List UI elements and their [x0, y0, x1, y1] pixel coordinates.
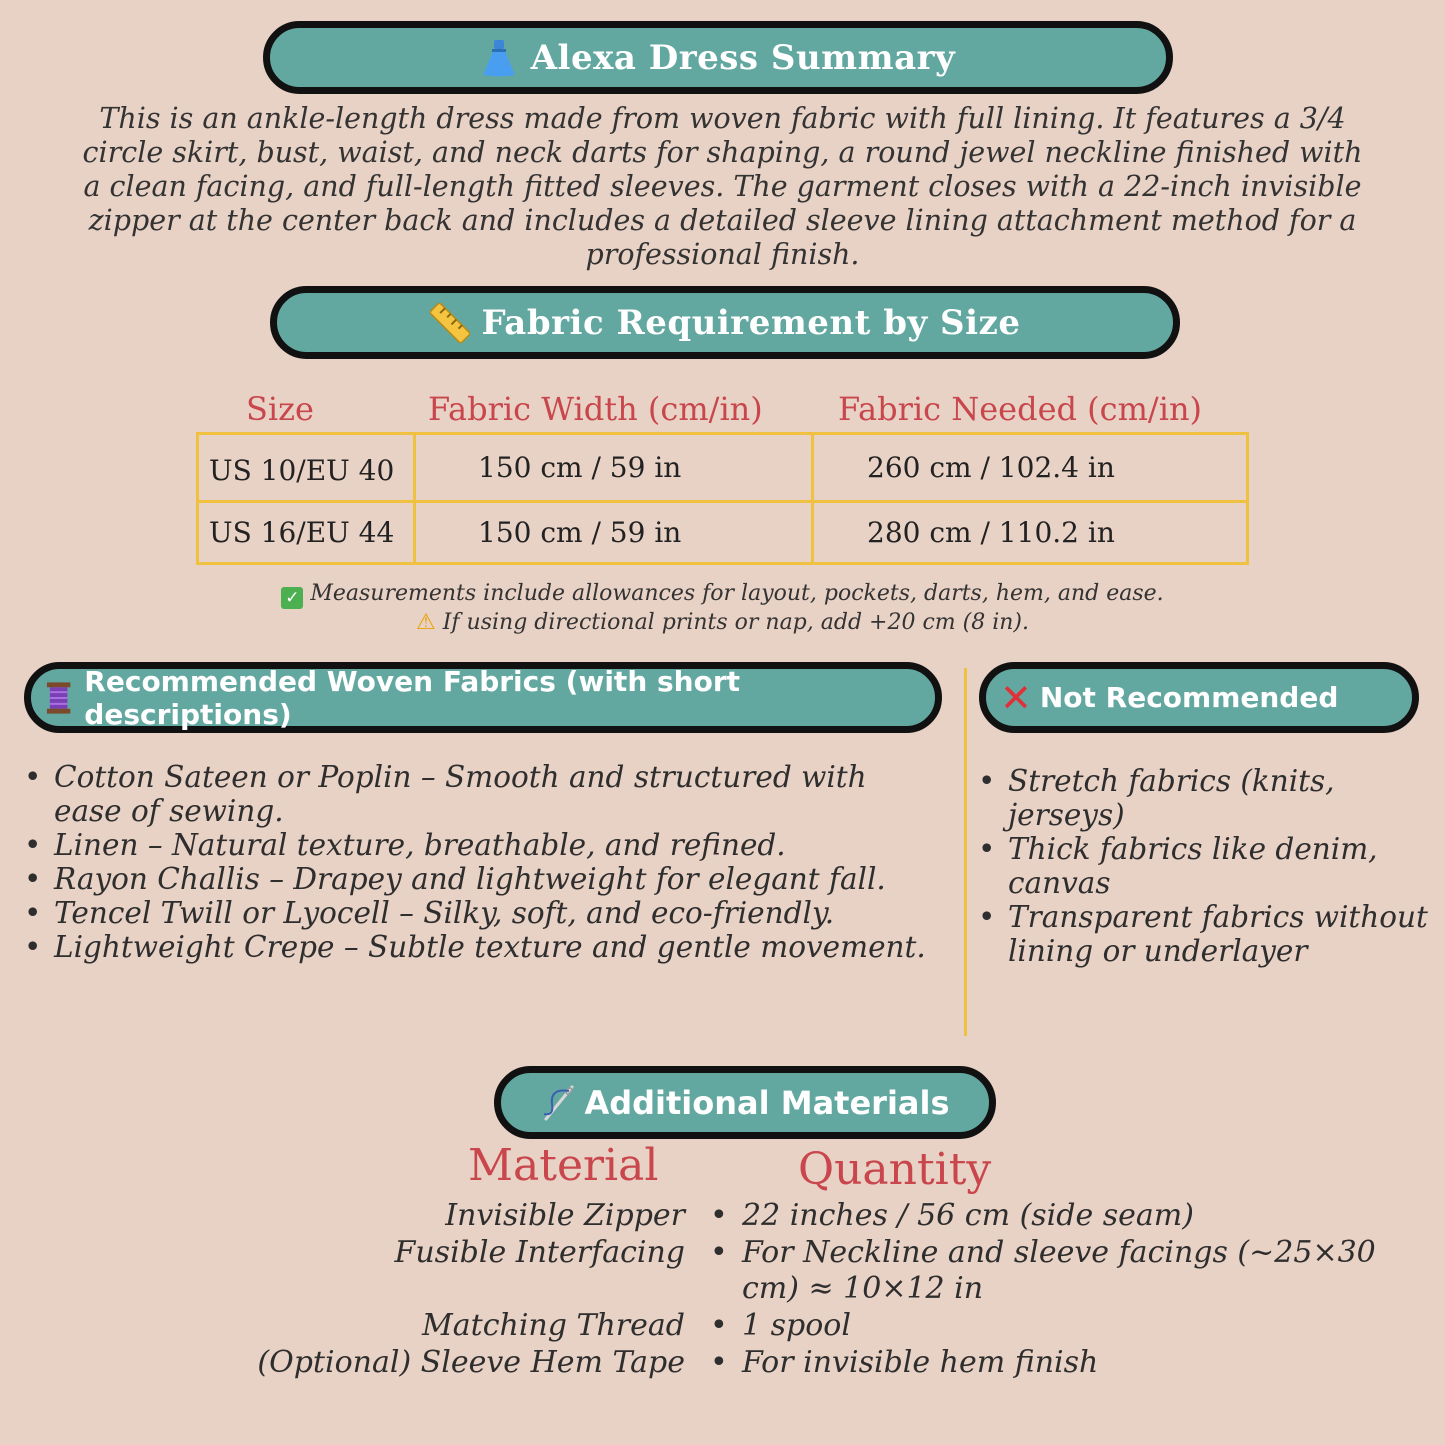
- material-quantity: • For Neckline and sleeve facings (~25×30 cm) ≈ 10×12 in: [710, 1235, 1376, 1306]
- list-item: • Lightweight Crepe – Subtle texture and gentle movement.: [24, 930, 926, 964]
- recommended-title: Recommended Woven Fabrics (with short descriptions): [84, 664, 741, 731]
- list-item: • Rayon Challis – Drapey and lightweight for elegant fall.: [24, 862, 886, 896]
- dress-icon: [481, 38, 517, 78]
- summary-title: Alexa Dress Summary: [530, 37, 956, 78]
- cross-mark-icon: ✕: [1000, 675, 1032, 720]
- list-item: • Thick fabrics like denim, canvas: [978, 832, 1378, 900]
- thread-spool-icon: [45, 681, 72, 715]
- fabric-requirement-banner: [270, 286, 1180, 359]
- fabric-notes: [0, 580, 1445, 637]
- warning-icon: ⚠: [416, 610, 436, 635]
- fabric-size-table: [196, 432, 1249, 565]
- not-recommended-title: Not Recommended: [1039, 681, 1339, 714]
- ruler-icon: [430, 303, 470, 343]
- header-size: Size: [246, 390, 314, 428]
- header-fabric-width: Fabric Width (cm/in): [428, 390, 763, 428]
- summary-text: This is an ankle-length dress made from woven fabric with full lining. It features a 3/4 circle skirt, bust, waist, and neck darts for shaping, a round jewel neckline finished with a clean facing, and full-length fitted sleeves. The garment closes with a 22-inch invisible zipper at the center back and includes a detailed sleeve lining attachment method for a professional finish.: [82, 102, 1363, 271]
- not-recommended-banner: [979, 662, 1419, 733]
- material-name: Fusible Interfacing: [394, 1235, 685, 1270]
- column-divider: [964, 668, 967, 1036]
- width-cell: 150 cm / 59 in: [415, 502, 813, 564]
- header-fabric-needed: Fabric Needed (cm/in): [838, 390, 1203, 428]
- recommended-banner: [24, 662, 942, 733]
- list-item: • Transparent fabrics without lining or underlayer: [978, 900, 1428, 968]
- width-cell: 150 cm / 59 in: [415, 434, 813, 502]
- material-quantity: • 22 inches / 56 cm (side seam): [710, 1198, 1194, 1233]
- needed-cell: 260 cm / 102.4 in: [813, 434, 1248, 502]
- material-quantity: • For invisible hem finish: [710, 1345, 1099, 1380]
- list-item: • Tencel Twill or Lyocell – Silky, soft, and eco-friendly.: [24, 896, 835, 930]
- list-item: • Stretch fabrics (knits, jerseys): [978, 764, 1335, 832]
- table-row: [198, 434, 1248, 502]
- note-allowances: Measurements include allowances for layout, pockets, darts, hem, and ease.: [310, 581, 1164, 606]
- header-material: Material: [468, 1140, 659, 1191]
- size-cell: US 16/EU 44: [198, 502, 415, 564]
- material-quantity: • 1 spool: [710, 1308, 851, 1343]
- needed-cell: 280 cm / 110.2 in: [813, 502, 1248, 564]
- list-item: • Cotton Sateen or Poplin – Smooth and structured with ease of sewing.: [24, 760, 867, 828]
- note-directional: If using directional prints or nap, add +20 cm (8 in).: [442, 610, 1029, 635]
- check-mark-icon: ✓: [281, 587, 303, 609]
- material-name: (Optional) Sleeve Hem Tape: [257, 1345, 685, 1380]
- material-name: Matching Thread: [422, 1308, 685, 1343]
- materials-title: Additional Materials: [584, 1083, 950, 1122]
- sewing-needle-icon: [540, 1084, 576, 1122]
- list-item: • Linen – Natural texture, breathable, and refined.: [24, 828, 786, 862]
- summary-title-banner: [263, 21, 1173, 94]
- header-quantity: Quantity: [798, 1144, 992, 1195]
- materials-banner: [494, 1066, 996, 1139]
- fabric-requirement-title: Fabric Requirement by Size: [481, 302, 1021, 343]
- table-row: [198, 502, 1248, 564]
- size-cell: US 10/EU 40: [198, 434, 415, 502]
- material-name: Invisible Zipper: [445, 1198, 685, 1233]
- recommended-list: [24, 760, 939, 964]
- not-recommended-list: [978, 764, 1428, 968]
